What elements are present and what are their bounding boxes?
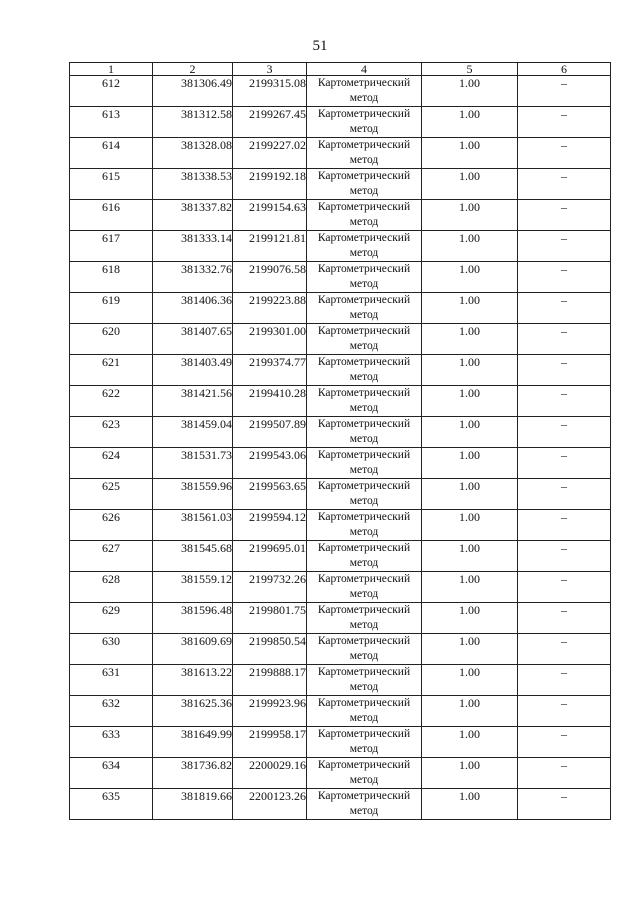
- table-row: [70, 634, 611, 665]
- x-coordinate-cell: 381403.49: [153, 355, 233, 386]
- y-coordinate-cell: 2199732.26: [233, 572, 307, 603]
- point-number-cell: 629: [70, 603, 153, 634]
- y-coordinate-cell: 2199076.58: [233, 262, 307, 293]
- x-coordinate-cell: 381559.12: [153, 572, 233, 603]
- table-row: [70, 355, 611, 386]
- precision-cell: 1.00: [422, 231, 518, 262]
- method-cell: Картометрический метод: [307, 169, 422, 200]
- note-cell: –: [518, 386, 611, 417]
- table-row: [70, 324, 611, 355]
- y-coordinate-cell: 2199301.00: [233, 324, 307, 355]
- point-number-cell: 624: [70, 448, 153, 479]
- x-coordinate-cell: 381407.65: [153, 324, 233, 355]
- table-row: [70, 417, 611, 448]
- method-cell: Картометрический метод: [307, 479, 422, 510]
- precision-cell: 1.00: [422, 448, 518, 479]
- method-cell: Картометрический метод: [307, 200, 422, 231]
- table-row: [70, 76, 611, 107]
- x-coordinate-cell: 381649.99: [153, 727, 233, 758]
- method-cell: Картометрический метод: [307, 293, 422, 324]
- x-coordinate-cell: 381736.82: [153, 758, 233, 789]
- point-number-cell: 626: [70, 510, 153, 541]
- note-cell: –: [518, 541, 611, 572]
- point-number-cell: 627: [70, 541, 153, 572]
- table-row: [70, 541, 611, 572]
- note-cell: –: [518, 758, 611, 789]
- point-number-cell: 628: [70, 572, 153, 603]
- precision-cell: 1.00: [422, 634, 518, 665]
- precision-cell: 1.00: [422, 293, 518, 324]
- y-coordinate-cell: 2199594.12: [233, 510, 307, 541]
- table-row: [70, 386, 611, 417]
- note-cell: –: [518, 231, 611, 262]
- x-coordinate-cell: 381531.73: [153, 448, 233, 479]
- table-row: [70, 789, 611, 820]
- table-row: [70, 727, 611, 758]
- y-coordinate-cell: 2199410.28: [233, 386, 307, 417]
- column-header: 4: [307, 63, 422, 76]
- method-cell: Картометрический метод: [307, 448, 422, 479]
- table-row: [70, 758, 611, 789]
- table-row: [70, 696, 611, 727]
- table-row: [70, 479, 611, 510]
- table-row: [70, 107, 611, 138]
- note-cell: –: [518, 324, 611, 355]
- x-coordinate-cell: 381819.66: [153, 789, 233, 820]
- note-cell: –: [518, 448, 611, 479]
- x-coordinate-cell: 381421.56: [153, 386, 233, 417]
- method-cell: Картометрический метод: [307, 138, 422, 169]
- table-row: [70, 200, 611, 231]
- point-number-cell: 634: [70, 758, 153, 789]
- table-row: [70, 138, 611, 169]
- precision-cell: 1.00: [422, 262, 518, 293]
- x-coordinate-cell: 381609.69: [153, 634, 233, 665]
- point-number-cell: 631: [70, 665, 153, 696]
- point-number-cell: 623: [70, 417, 153, 448]
- y-coordinate-cell: 2199315.08: [233, 76, 307, 107]
- point-number-cell: 617: [70, 231, 153, 262]
- note-cell: –: [518, 572, 611, 603]
- precision-cell: 1.00: [422, 417, 518, 448]
- table-row: [70, 262, 611, 293]
- point-number-cell: 625: [70, 479, 153, 510]
- precision-cell: 1.00: [422, 324, 518, 355]
- point-number-cell: 619: [70, 293, 153, 324]
- x-coordinate-cell: 381559.96: [153, 479, 233, 510]
- note-cell: –: [518, 510, 611, 541]
- note-cell: –: [518, 76, 611, 107]
- note-cell: –: [518, 665, 611, 696]
- method-cell: Картометрический метод: [307, 603, 422, 634]
- y-coordinate-cell: 2199227.02: [233, 138, 307, 169]
- method-cell: Картометрический метод: [307, 417, 422, 448]
- table-row: [70, 293, 611, 324]
- method-cell: Картометрический метод: [307, 107, 422, 138]
- method-cell: Картометрический метод: [307, 572, 422, 603]
- point-number-cell: 633: [70, 727, 153, 758]
- note-cell: –: [518, 293, 611, 324]
- note-cell: –: [518, 696, 611, 727]
- point-number-cell: 632: [70, 696, 153, 727]
- precision-cell: 1.00: [422, 386, 518, 417]
- x-coordinate-cell: 381312.58: [153, 107, 233, 138]
- column-header: 3: [233, 63, 307, 76]
- table-row: [70, 510, 611, 541]
- point-number-cell: 613: [70, 107, 153, 138]
- method-cell: Картометрический метод: [307, 324, 422, 355]
- precision-cell: 1.00: [422, 510, 518, 541]
- method-cell: Картометрический метод: [307, 510, 422, 541]
- table-body: [70, 76, 611, 820]
- table-row: [70, 572, 611, 603]
- y-coordinate-cell: 2199563.65: [233, 479, 307, 510]
- column-header: 5: [422, 63, 518, 76]
- x-coordinate-cell: 381625.36: [153, 696, 233, 727]
- precision-cell: 1.00: [422, 603, 518, 634]
- y-coordinate-cell: 2199121.81: [233, 231, 307, 262]
- note-cell: –: [518, 417, 611, 448]
- note-cell: –: [518, 789, 611, 820]
- note-cell: –: [518, 479, 611, 510]
- x-coordinate-cell: 381613.22: [153, 665, 233, 696]
- note-cell: –: [518, 634, 611, 665]
- x-coordinate-cell: 381596.48: [153, 603, 233, 634]
- x-coordinate-cell: 381545.68: [153, 541, 233, 572]
- point-number-cell: 614: [70, 138, 153, 169]
- precision-cell: 1.00: [422, 107, 518, 138]
- note-cell: –: [518, 727, 611, 758]
- y-coordinate-cell: 2199154.63: [233, 200, 307, 231]
- y-coordinate-cell: 2199923.96: [233, 696, 307, 727]
- table-row: [70, 231, 611, 262]
- precision-cell: 1.00: [422, 727, 518, 758]
- table-header-row: [70, 63, 611, 76]
- method-cell: Картометрический метод: [307, 355, 422, 386]
- method-cell: Картометрический метод: [307, 76, 422, 107]
- precision-cell: 1.00: [422, 541, 518, 572]
- point-number-cell: 620: [70, 324, 153, 355]
- x-coordinate-cell: 381328.08: [153, 138, 233, 169]
- point-number-cell: 615: [70, 169, 153, 200]
- method-cell: Картометрический метод: [307, 386, 422, 417]
- y-coordinate-cell: 2199267.45: [233, 107, 307, 138]
- y-coordinate-cell: 2199801.75: [233, 603, 307, 634]
- x-coordinate-cell: 381337.82: [153, 200, 233, 231]
- x-coordinate-cell: 381338.53: [153, 169, 233, 200]
- method-cell: Картометрический метод: [307, 696, 422, 727]
- y-coordinate-cell: 2200029.16: [233, 758, 307, 789]
- point-number-cell: 616: [70, 200, 153, 231]
- precision-cell: 1.00: [422, 138, 518, 169]
- note-cell: –: [518, 603, 611, 634]
- column-header: 1: [70, 63, 153, 76]
- precision-cell: 1.00: [422, 758, 518, 789]
- precision-cell: 1.00: [422, 76, 518, 107]
- y-coordinate-cell: 2199888.17: [233, 665, 307, 696]
- x-coordinate-cell: 381561.03: [153, 510, 233, 541]
- method-cell: Картометрический метод: [307, 262, 422, 293]
- point-number-cell: 622: [70, 386, 153, 417]
- precision-cell: 1.00: [422, 169, 518, 200]
- precision-cell: 1.00: [422, 665, 518, 696]
- y-coordinate-cell: 2199850.54: [233, 634, 307, 665]
- y-coordinate-cell: 2199543.06: [233, 448, 307, 479]
- y-coordinate-cell: 2199507.89: [233, 417, 307, 448]
- y-coordinate-cell: 2199374.77: [233, 355, 307, 386]
- note-cell: –: [518, 355, 611, 386]
- method-cell: Картометрический метод: [307, 789, 422, 820]
- y-coordinate-cell: 2200123.26: [233, 789, 307, 820]
- x-coordinate-cell: 381333.14: [153, 231, 233, 262]
- precision-cell: 1.00: [422, 200, 518, 231]
- precision-cell: 1.00: [422, 572, 518, 603]
- x-coordinate-cell: 381459.04: [153, 417, 233, 448]
- note-cell: –: [518, 262, 611, 293]
- note-cell: –: [518, 200, 611, 231]
- method-cell: Картометрический метод: [307, 231, 422, 262]
- point-number-cell: 621: [70, 355, 153, 386]
- note-cell: –: [518, 138, 611, 169]
- note-cell: –: [518, 107, 611, 138]
- method-cell: Картометрический метод: [307, 758, 422, 789]
- method-cell: Картометрический метод: [307, 727, 422, 758]
- y-coordinate-cell: 2199695.01: [233, 541, 307, 572]
- x-coordinate-cell: 381406.36: [153, 293, 233, 324]
- point-number-cell: 612: [70, 76, 153, 107]
- precision-cell: 1.00: [422, 355, 518, 386]
- precision-cell: 1.00: [422, 479, 518, 510]
- method-cell: Картометрический метод: [307, 665, 422, 696]
- precision-cell: 1.00: [422, 789, 518, 820]
- table-row: [70, 603, 611, 634]
- column-header: 2: [153, 63, 233, 76]
- precision-cell: 1.00: [422, 696, 518, 727]
- column-header: 6: [518, 63, 611, 76]
- point-number-cell: 635: [70, 789, 153, 820]
- point-number-cell: 630: [70, 634, 153, 665]
- table-row: [70, 169, 611, 200]
- y-coordinate-cell: 2199192.18: [233, 169, 307, 200]
- table-row: [70, 448, 611, 479]
- x-coordinate-cell: 381306.49: [153, 76, 233, 107]
- table-row: [70, 665, 611, 696]
- coordinates-table: [69, 62, 611, 820]
- page-number: 51: [312, 38, 328, 54]
- note-cell: –: [518, 169, 611, 200]
- y-coordinate-cell: 2199958.17: [233, 727, 307, 758]
- y-coordinate-cell: 2199223.88: [233, 293, 307, 324]
- method-cell: Картометрический метод: [307, 634, 422, 665]
- x-coordinate-cell: 381332.76: [153, 262, 233, 293]
- point-number-cell: 618: [70, 262, 153, 293]
- method-cell: Картометрический метод: [307, 541, 422, 572]
